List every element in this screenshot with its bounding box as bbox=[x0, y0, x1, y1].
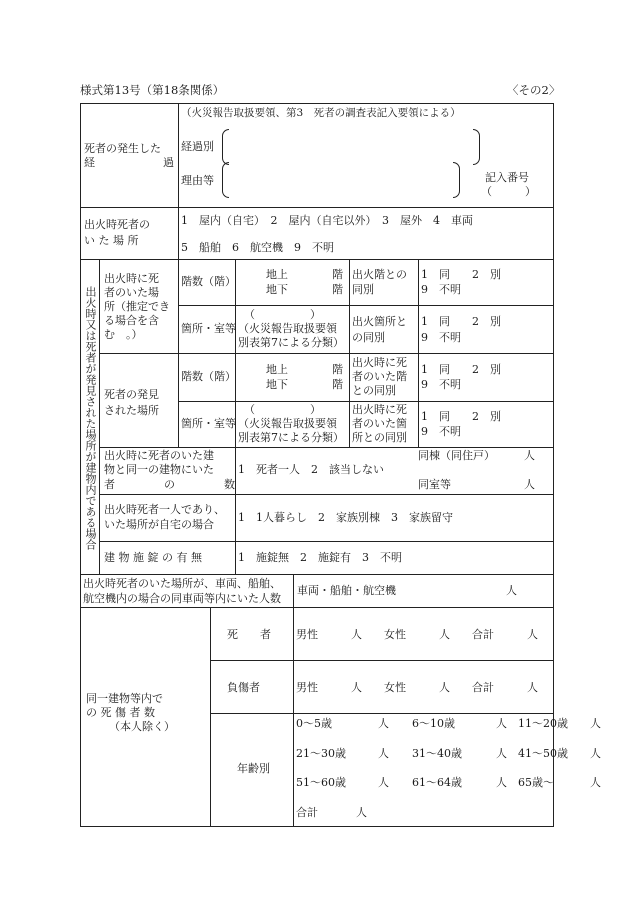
casualties-label-cell: 同一建物等内で の 死 傷 者 数 （本人除く） bbox=[81, 608, 211, 827]
found-location-label: 死者の発見 された場所 bbox=[100, 354, 179, 448]
building-case-vertical-label: 出火時又は死者が発見された場所が建物内である場合 bbox=[81, 260, 100, 575]
found-floor-value-cell[interactable]: 地上 階 地下 階 bbox=[236, 354, 350, 402]
cause-reason-label: 理由等 bbox=[181, 174, 214, 187]
record-number-field[interactable]: （ ） bbox=[481, 185, 536, 198]
same-floor-options-cell[interactable]: 1 同 2 別 9 不明 bbox=[419, 260, 554, 306]
dead-label-cell: 死 者 bbox=[211, 608, 294, 661]
cause-note: （火災報告取扱要領、第3 死者の調査表記入要領による） bbox=[181, 107, 461, 119]
same-building-count-label: 出火時に死者のいた建 物と同一の建物にいた 者 の 数 bbox=[100, 448, 236, 495]
lock-label: 建 物 施 錠 の 有 無 bbox=[100, 542, 236, 575]
found-floor-label-cell: 階数（階） bbox=[179, 354, 236, 402]
same-building-count-value[interactable]: 1 死者一人 2 該当しない 同棟（同住戸） 人 同室等 人 bbox=[236, 448, 554, 495]
fatality-form-table bbox=[80, 103, 601, 827]
form-number: 様式第13号（第18条関係） bbox=[80, 83, 225, 97]
same-section-label-cell: 出火箇所と の同別 bbox=[350, 306, 419, 354]
injured-label-cell: 負傷者 bbox=[211, 661, 294, 714]
location-options-cell[interactable]: 1 屋内（自宅） 2 屋内（自宅以外） 3 屋外 4 車両 5 船舶 6 航空機 9 不明 bbox=[179, 208, 554, 260]
section-label-cell: 箇所・室等 bbox=[179, 306, 236, 354]
vehicle-value-cell[interactable]: 車両・船舶・航空機 人 bbox=[294, 575, 554, 608]
found-same-floor-label-cell: 出火時に死 者のいた階 との同別 bbox=[350, 354, 419, 402]
injured-count-cell[interactable]: 男性 人 女性 人 合計 人 bbox=[294, 661, 554, 714]
dead-count-cell[interactable]: 男性 人 女性 人 合計 人 bbox=[294, 608, 554, 661]
alone-at-home-options[interactable]: 1 1人暮らし 2 家族別棟 3 家族留守 bbox=[236, 495, 554, 542]
page-label: 〈その2〉 bbox=[507, 83, 561, 97]
floor-value-cell[interactable]: 地上 階 地下 階 bbox=[236, 260, 350, 306]
open-bracket-icon bbox=[222, 162, 229, 198]
found-section-value-cell[interactable]: （ ） （火災報告取扱要領 別表第7による分類） bbox=[236, 402, 350, 448]
section-value-cell[interactable]: （ ） （火災報告取扱要領 別表第7による分類） bbox=[236, 306, 350, 354]
age-label-cell: 年齢別 bbox=[211, 714, 294, 827]
cause-type-label: 経過別 bbox=[181, 140, 214, 153]
close-bracket-icon bbox=[473, 129, 480, 165]
close-bracket-icon bbox=[453, 162, 460, 198]
location-label-cell: 出火時死者の い た 場 所 bbox=[81, 208, 179, 260]
found-same-section-label-cell: 出火時に死 者のいた箇 所との同別 bbox=[350, 402, 419, 448]
same-section-options-cell[interactable]: 1 同 2 別 9 不明 bbox=[419, 306, 554, 354]
age-breakdown-cell[interactable]: 0～5歳 人 6～10歳 人 11～20歳 人 21～30歳 人 31～40歳 人 41～50歳 人 51～60歳 人 61～64歳 人 65歳～ 人 合計 人 bbox=[294, 714, 554, 827]
found-same-floor-options-cell[interactable]: 1 同 2 別 9 不明 bbox=[419, 354, 554, 402]
found-section-label-cell: 箇所・室等 bbox=[179, 402, 236, 448]
same-floor-label-cell: 出火階との 同別 bbox=[350, 260, 419, 306]
open-bracket-icon bbox=[222, 129, 229, 165]
alone-at-home-label: 出火時死者一人であり、 いた場所が自宅の場合 bbox=[100, 495, 236, 542]
cause-content-cell bbox=[179, 104, 554, 208]
cause-label-cell: 死者の発生した 経 過 bbox=[81, 104, 179, 208]
record-number-label: 記入番号 bbox=[485, 171, 529, 184]
floor-label-cell: 階数（階） bbox=[179, 260, 236, 306]
lock-options[interactable]: 1 施錠無 2 施錠有 3 不明 bbox=[236, 542, 554, 575]
found-same-section-options-cell[interactable]: 1 同 2 別 9 不明 bbox=[419, 402, 554, 448]
at-fire-location-label: 出火時に死 者のいた場 所（推定でき る場合を含 む 。） bbox=[100, 260, 179, 354]
vehicle-label-cell: 出火時死者のいた場所が、車両、船舶、 航空機内の場合の同車両等内にいた人数 bbox=[81, 575, 294, 608]
